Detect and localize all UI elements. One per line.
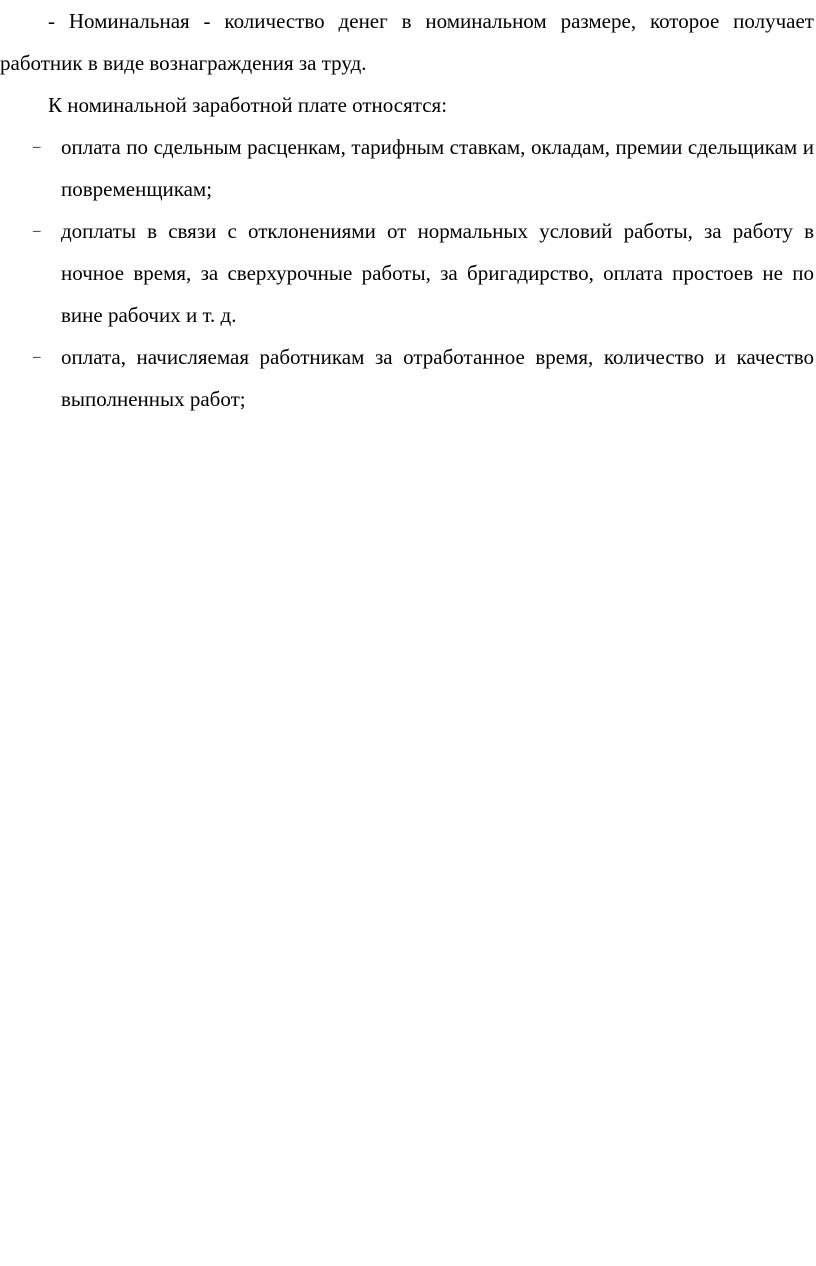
list-intro-paragraph: К номинальной заработной плате относятся: [48,93,448,117]
list-item [0,210,816,336]
list-item-text: оплата по сдельным расценкам, тарифным ставкам, окладам, премии сдельщикам и повременщикам; [61,135,814,201]
salary-components-list [0,126,816,420]
list-item [0,336,816,420]
definition-paragraph: - Номинальная - количество денег в номинальном размере, которое получает работник в виде вознаграждения за труд. [0,9,814,75]
list-item-text: оплата, начисляемая работникам за отработанное время, количество и качество выполненных работ; [61,345,814,411]
list-item [0,126,816,210]
list-item-text: доплаты в связи с отклонениями от нормальных условий работы, за работу в ночное время, за сверхурочные работы, за бригадирство, оплата простоев не по вине рабочих и т. д. [61,219,814,327]
dash-bullet-icon: – [33,223,41,239]
dash-bullet-icon: – [33,139,41,155]
dash-bullet-icon: – [33,349,41,365]
